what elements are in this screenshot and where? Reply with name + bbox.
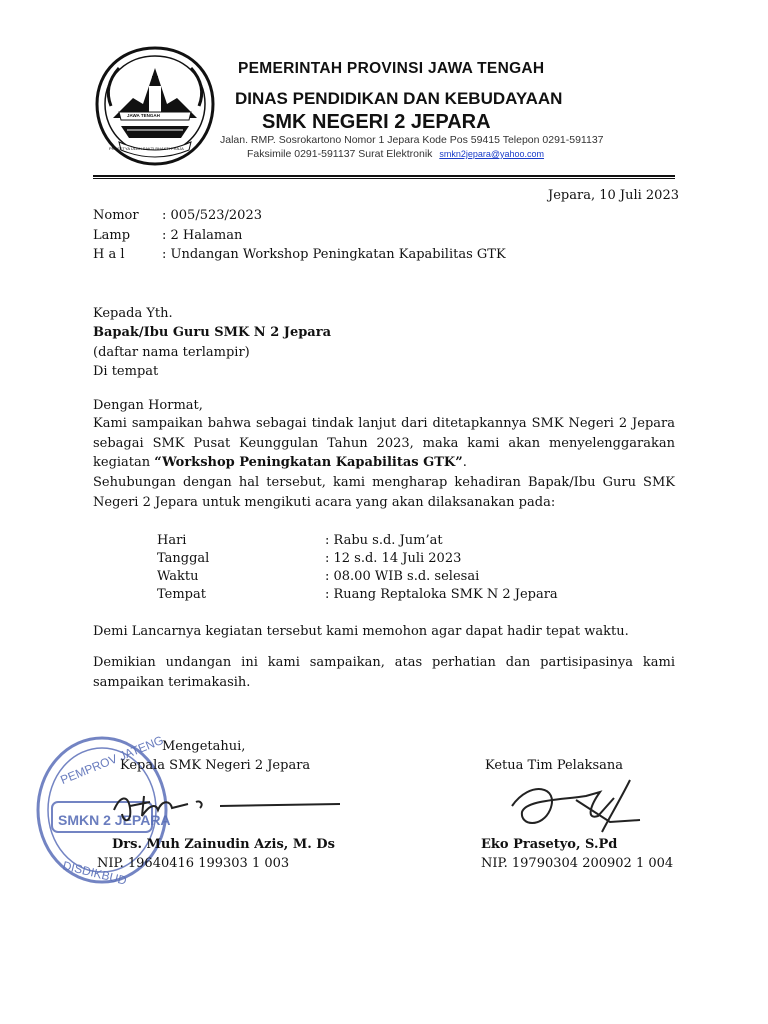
logo-label-bottom: PRASETYA ULAH SAKTI BHAKTI PRAJA: [109, 146, 184, 151]
detail-value-tempat: : Ruang Reptaloka SMK N 2 Jepara: [325, 587, 558, 602]
detail-key-hari: Hari: [157, 533, 187, 548]
body-paragraph-3: Demi Lancarnya kegiatan tersebut kami memohon agar dapat hadir tepat waktu.: [93, 624, 629, 639]
recipient-place: Di tempat: [93, 364, 159, 379]
sign-right-name: Eko Prasetyo, S.Pd: [481, 837, 618, 852]
sign-right-nip: NIP. 19790304 200902 1 004: [481, 856, 674, 871]
stamp-middle-text: SMKN 2 JEPARA: [58, 812, 171, 828]
stamp-top-text: PEMPROV JATENG: [58, 732, 166, 788]
body-paragraph-2: Sehubungan dengan hal tersebut, kami mengharap kehadiran Bapak/Ibu Guru SMK Negeri 2 Jepara untuk mengikuti acara yang akan dilaksanakan pada:: [93, 475, 675, 510]
meta-label-nomor: Nomor: [93, 208, 139, 223]
sign-left-known: Mengetahui,: [162, 739, 246, 754]
paragraph-1-text: Kami sampaikan bahwa sebagai tindak lanjut dari ditetapkannya SMK Negeri 2 Jepara sebagai SMK Pusat Keunggulan Tahun 2023, maka kami akan menyelenggarakan kegiatan: [93, 416, 675, 470]
recipient-note: (daftar nama terlampir): [93, 345, 250, 360]
header-rule-thin: [93, 178, 675, 179]
header-rule-thick: [93, 175, 675, 177]
sign-left-title: Kepala SMK Negeri 2 Jepara: [120, 758, 311, 773]
letterhead-school: SMK NEGERI 2 JEPARA: [262, 111, 491, 133]
body-paragraph-4: Demikian undangan ini kami sampaikan, atas perhatian dan partisipasinya kami sampaikan terimakasih.: [93, 655, 675, 690]
body-paragraph-1: [93, 414, 675, 473]
recipient-greeting: Kepada Yth.: [93, 306, 173, 321]
logo-label-top: JAWA TENGAH: [127, 113, 160, 118]
letter-date: Jepara, 10 Juli 2023: [548, 188, 679, 203]
detail-key-tanggal: Tanggal: [157, 551, 210, 566]
letterhead-address: Jalan. RMP. Sosrokartono Nomor 1 Jepara Kode Pos 59415 Telepon 0291-591137: [220, 134, 604, 146]
signature-right: [490, 770, 650, 840]
email-link[interactable]: smkn2jepara@yahoo.com: [439, 149, 545, 159]
paragraph-1-end: .: [462, 455, 467, 470]
event-title: “Workshop Peningkatan Kapabilitas GTK”: [154, 455, 463, 470]
letterhead-agency: DINAS PENDIDIKAN DAN KEBUDAYAAN: [235, 89, 563, 108]
letterhead-contact: [247, 148, 544, 160]
salutation: Dengan Hormat,: [93, 398, 203, 413]
letterhead-province: PEMERINTAH PROVINSI JAWA TENGAH: [238, 60, 545, 77]
detail-value-waktu: : 08.00 WIB s.d. selesai: [325, 569, 480, 584]
meta-value-hal: : Undangan Workshop Peningkatan Kapabilitas GTK: [162, 247, 506, 262]
meta-value-nomor: : 005/523/2023: [162, 208, 262, 223]
recipient-name: Bapak/Ibu Guru SMK N 2 Jepara: [93, 325, 331, 340]
meta-value-lamp: : 2 Halaman: [162, 228, 243, 243]
sign-left-nip: NIP. 19640416 199303 1 003: [97, 856, 290, 871]
detail-key-waktu: Waktu: [157, 569, 199, 584]
sign-left-name: Drs. Muh Zainudin Azis, M. Ds: [112, 837, 335, 852]
detail-key-tempat: Tempat: [157, 587, 206, 602]
detail-value-hari: : Rabu s.d. Jum’at: [325, 533, 443, 548]
signature-left: [100, 778, 350, 828]
sign-right-title: Ketua Tim Pelaksana: [485, 758, 624, 773]
meta-label-hal: H a l: [93, 247, 125, 262]
stamp-bottom-text: DISDIKBUD: [61, 858, 129, 888]
contact-text: Faksimile 0291-591137 Surat Elektronik: [247, 148, 433, 160]
meta-label-lamp: Lamp: [93, 228, 131, 243]
detail-value-tanggal: : 12 s.d. 14 Juli 2023: [325, 551, 462, 566]
